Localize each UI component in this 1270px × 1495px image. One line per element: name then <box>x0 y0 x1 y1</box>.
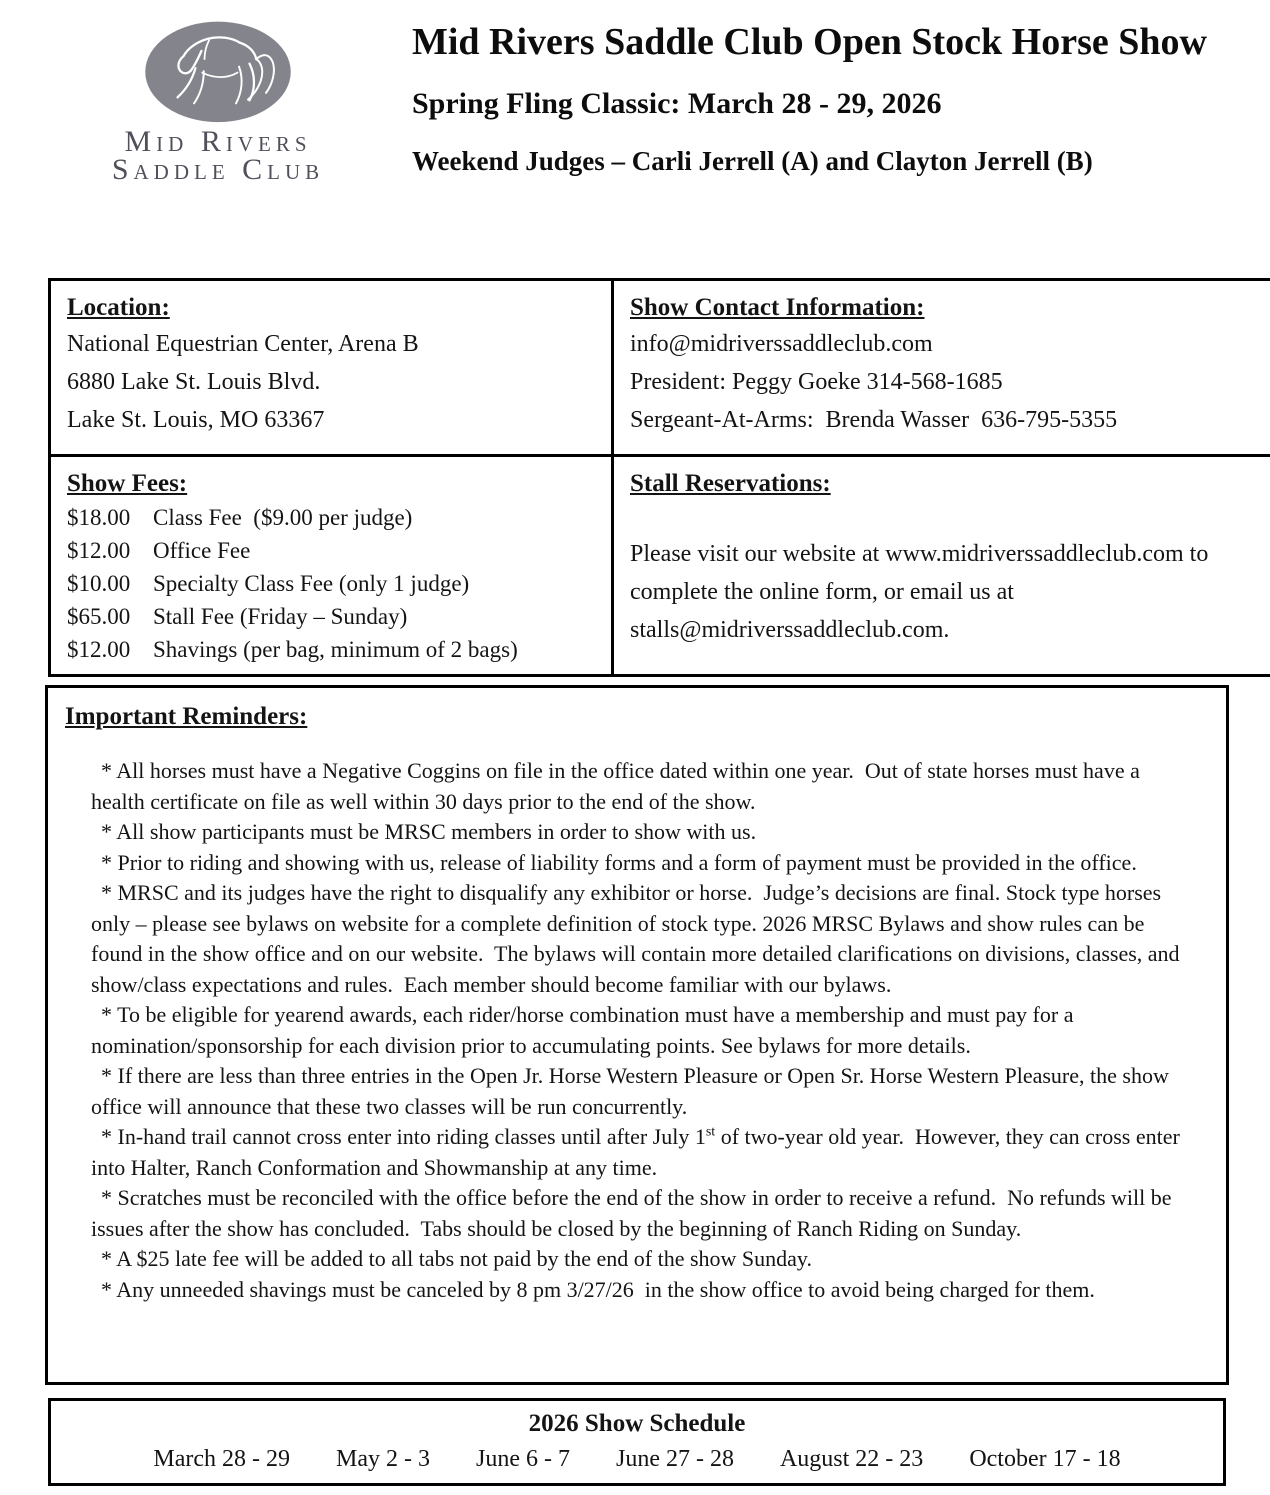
header <box>0 0 1270 214</box>
reminder-text: * A $25 late fee will be added to all tabs not paid by the end of the show Sunday. <box>101 1246 812 1271</box>
reminder-text-after: of two-year old year. However, they can cross enter into Halter, Ranch Conformation and Showmanship at any time. <box>91 1124 1186 1180</box>
reminder-item <box>91 1061 1198 1122</box>
fee-line <box>67 501 597 534</box>
fee-amount: $12.00 <box>67 637 131 662</box>
schedule-dates <box>51 1440 1223 1478</box>
club-logo <box>84 14 352 184</box>
reminder-item <box>91 1275 1198 1306</box>
contact-line: info@midriverssaddleclub.com <box>630 331 933 357</box>
reminder-text: * If there are less than three entries in the Open Jr. Horse Western Pleasure or Open Sr. Horse Western Pleasure, the show office will announce that these two classes will be run concurrently. <box>91 1063 1175 1119</box>
fee-amount: $10.00 <box>67 571 131 596</box>
location-line: 6880 Lake St. Louis Blvd. <box>67 369 321 395</box>
contact-heading: Show Contact Information: <box>630 294 925 321</box>
fee-line <box>67 567 597 600</box>
logo-text-line1: Mid Rivers <box>124 125 312 158</box>
reminder-text: * All horses must have a Negative Coggins on file in the office dated within one year. Out of state horses must have a health certificate on file as well within 30 days prior to the end of the show. <box>91 758 1146 814</box>
reminder-superscript: st <box>705 1124 716 1140</box>
reminder-item <box>91 1183 1198 1244</box>
reminder-text: * Any unneeded shavings must be canceled by 8 pm 3/27/26 in the show office to avoid being charged for them. <box>101 1276 1095 1302</box>
fee-label: Office Fee <box>153 538 251 563</box>
schedule-date: June 27 - 28 <box>615 1446 734 1472</box>
judges-line: Weekend Judges – Carli Jerrell (A) and Clayton Jerrell (B) <box>412 146 1093 176</box>
schedule-date: May 2 - 3 <box>336 1446 430 1472</box>
reminders-list <box>65 756 1206 1305</box>
reminder-text: * Prior to riding and showing with us, release of liability forms and a form of payment must be provided in the office. <box>101 849 1137 875</box>
stalls-heading: Stall Reservations: <box>630 470 831 497</box>
reminder-item <box>91 1244 1198 1275</box>
reminder-text: * All show participants must be MRSC members in order to show with us. <box>101 819 757 844</box>
reminder-text: * MRSC and its judges have the right to disqualify any exhibitor or horse. Judge’s decisions are final. Stock type horses only – please see bylaws on website for a complete definition of stock type. 2026 MRSC Bylaws and show rules can be found in the show office and on our website. The bylaws will contain more detailed clarifications on divisions, classes, and show/class expectations and rules. Each member should become familiar with our bylaws. <box>91 880 1186 997</box>
fee-label: Specialty Class Fee (only 1 judge) <box>153 571 470 596</box>
reminders-box <box>45 685 1229 1385</box>
reminder-item <box>91 878 1198 1000</box>
schedule-box <box>48 1398 1226 1486</box>
fee-label: Class Fee ($9.00 per judge) <box>153 505 413 530</box>
schedule-date: August 22 - 23 <box>779 1446 924 1472</box>
location-lines <box>67 325 597 439</box>
fee-label: Shavings (per bag, minimum of 2 bags) <box>153 637 518 662</box>
horse-logo-icon <box>143 20 293 126</box>
contact-line: President: Peggy Goeke 314-568-1685 <box>630 369 1003 395</box>
contact-cell <box>613 280 1270 456</box>
schedule-heading: 2026 Show Schedule <box>528 1410 746 1437</box>
stalls-cell <box>613 456 1270 676</box>
reminder-item <box>91 1000 1198 1061</box>
schedule-date: March 28 - 29 <box>153 1446 291 1472</box>
info-table <box>48 278 1270 677</box>
fee-amount: $65.00 <box>67 604 131 629</box>
reminder-text: * In-hand trail cannot cross enter into riding classes until after July 1 <box>101 1124 706 1149</box>
location-heading: Location: <box>67 294 170 321</box>
reminder-item <box>91 817 1198 848</box>
fees-cell <box>50 456 613 676</box>
location-line: National Equestrian Center, Arena B <box>67 331 419 357</box>
location-cell <box>50 280 613 456</box>
location-line: Lake St. Louis, MO 63367 <box>67 407 325 433</box>
fees-list <box>67 501 597 666</box>
contact-lines <box>630 325 1270 439</box>
page-title: Mid Rivers Saddle Club Open Stock Horse Show <box>412 21 1207 63</box>
fee-line <box>67 600 597 633</box>
fee-label: Stall Fee (Friday – Sunday) <box>153 604 408 629</box>
fee-line <box>67 534 597 567</box>
schedule-date: October 17 - 18 <box>969 1446 1121 1472</box>
title-block <box>412 14 1225 176</box>
reminder-item <box>91 1122 1198 1183</box>
reminder-text: * Scratches must be reconciled with the office before the end of the show in order to receive a refund. No refunds will be issues after the show has concluded. Tabs should be closed by the beginning of Ranch Riding on Sunday. <box>91 1185 1177 1241</box>
contact-line: Sergeant-At-Arms: Brenda Wasser 636-795-5355 <box>630 407 1118 433</box>
fees-heading: Show Fees: <box>67 470 188 497</box>
reminders-heading: Important Reminders: <box>65 703 308 730</box>
reminder-text: * To be eligible for yearend awards, each rider/horse combination must have a membership and must pay for a nomination/sponsorship for each division prior to accumulating points. See bylaws for more details. <box>91 1002 1079 1058</box>
logo-text-line2: Saddle Club <box>111 153 325 186</box>
reminder-item <box>91 848 1198 879</box>
reminder-item <box>91 756 1198 817</box>
event-subtitle: Spring Fling Classic: March 28 - 29, 2026 <box>412 87 942 120</box>
fee-amount: $18.00 <box>67 505 131 530</box>
fee-amount: $12.00 <box>67 538 131 563</box>
stalls-text: Please visit our website at www.midriverssaddleclub.com to complete the online form, or email us at stalls@midriverssaddleclub.com. <box>630 541 1215 643</box>
schedule-date: June 6 - 7 <box>476 1446 570 1472</box>
fee-line <box>67 633 597 666</box>
